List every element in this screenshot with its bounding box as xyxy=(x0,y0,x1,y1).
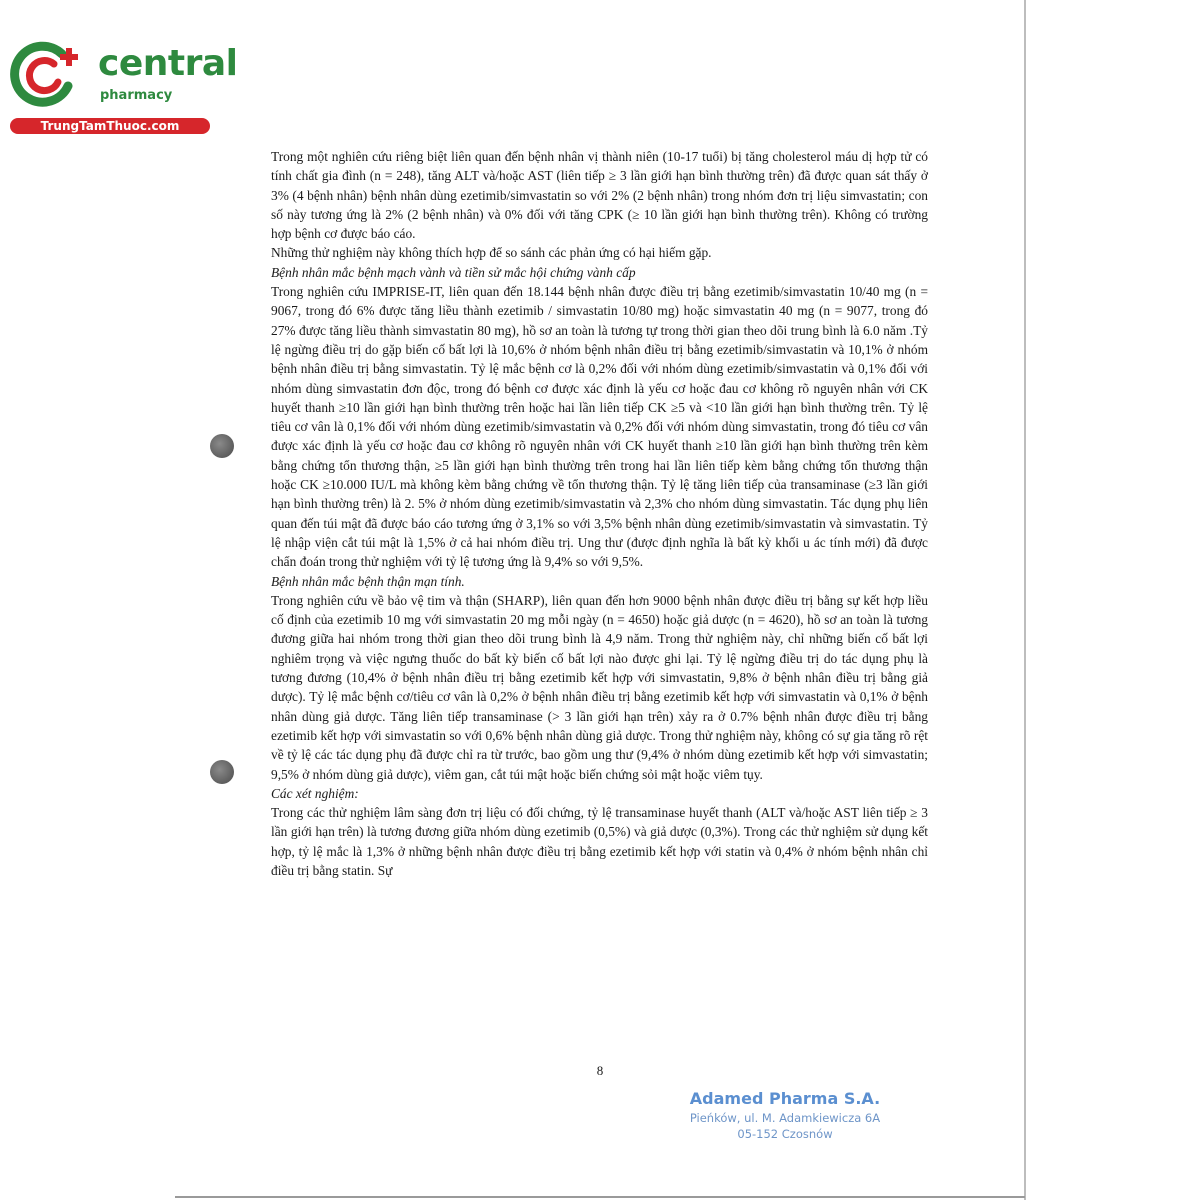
page-bottom-edge xyxy=(175,1196,1025,1198)
paragraph-adolescent-study: Trong một nghiên cứu riêng biệt liên quan đến bệnh nhân vị thành niên (10-17 tuổi) bị tăng cholesterol máu dị hợp tử có tính chất gia đình (n = 248), tăng ALT và/hoặc AST (liên tiếp ≥ 3 lần giới hạn bình thường trên) đã được quan sát thấy ở 3% (4 bệnh nhân) bệnh nhân dùng ezetimib/simvastatin so với 2% (2 bệnh nhân) trong nhóm đơn trị liệu simvastatin; con số này tương ứng là 2% (2 bệnh nhân) và 0% đối với tăng CPK (≥ 10 lần giới hạn bình thường trên). Không có trường hợp bệnh cơ được báo cáo. xyxy=(271,149,928,242)
paragraph-lab-tests: Trong các thử nghiệm lâm sàng đơn trị liệu có đối chứng, tỷ lệ transaminase huyết thanh (ALT và/hoặc AST liên tiếp ≥ 3 lần giới hạn trên) là tương đương giữa nhóm dùng ezetimib (0,5%) và giả dược (0,3%). Trong các thử nghiệm sử dụng kết hợp, tỷ lệ mắc là 1,3% ở những bệnh nhân được điều trị bằng ezetimib kết hợp với statin và 0,4% ở nhóm bệnh nhân chỉ điều trị bằng statin. Sự xyxy=(271,805,928,878)
stamp-company-name: Adamed Pharma S.A. xyxy=(689,1089,881,1108)
stamp-address-line1: Pieńków, ul. M. Adamkiewicza 6A xyxy=(689,1111,881,1125)
hole-punch-bottom xyxy=(210,760,234,784)
paragraph-improve-it: Trong nghiên cứu IMPRISE-IT, liên quan đến 18.144 bệnh nhân được điều trị bằng ezetimib/simvastatin 10/40 mg (n = 9067, trong đó 6% được tăng liều thành ezetimib / simvastatin 10/80 mg) hoặc simvastatin 40 mg (n = 9077, trong đó 27% được tăng liều thành simvastatin 80 mg), hồ sơ an toàn là tương tự trong thời gian theo dõi trung bình là 6.0 năm .Tỷ lệ ngừng điều trị do gặp biến cố bất lợi là 10,6% ở nhóm bệnh nhân điều trị bằng ezetimib/simvastatin và 10,1% ở nhóm bệnh nhân điều trị bằng simvastatin. Tỷ lệ mắc bệnh cơ là 0,2% đối với nhóm dùng ezetimib/simvastatin và 0,1% đối với nhóm dùng simvastatin đơn độc, trong đó bệnh cơ được xác định là yếu cơ hoặc đau cơ không rõ nguyên nhân với CK huyết thanh ≥10 lần giới hạn bình thường trên hoặc hai lần liên tiếp CK ≥5 và <10 lần giới hạn bình thường trên. Tỷ lệ tiêu cơ vân là 0,1% đối với nhóm dùng ezetimib/simvastatin và 0,2% đối với nhóm dùng simvastatin, trong đó tiêu cơ vân được xác định là yếu cơ hoặc đau cơ không rõ nguyên nhân với CK huyết thanh ≥10 lần giới hạn bình thường trên kèm bằng chứng tổn thương thận, ≥5 lần giới hạn bình thường trên trong hai lần liên tiếp kèm bằng chứng tổn thương thận hoặc CK ≥10.000 IU/L mà không kèm bằng chứng về tổn thương thận. Tỷ lệ tăng liên tiếp của transaminase (≥3 lần giới hạn bình thường trên) là 2. 5% ở nhóm dùng ezetimib/simvastatin và 2,3% cho nhóm dùng simvastatin. Tác dụng phụ liên quan đến túi mật đã được báo cáo tương ứng ở 3,1% so với 3,5% bệnh nhân dùng ezetimib/simvastatin và simvastatin. Tỷ lệ nhập viện cắt túi mật là 1,5% ở cả hai nhóm điều trị. Ung thư (được định nghĩa là bất kỳ khối u ác tính mới) đã được chẩn đoán trong thử nghiệm với tỷ lệ tương ứng là 9,4% so với 9,5%. xyxy=(271,284,928,570)
document-body xyxy=(271,147,928,880)
central-pharmacy-logo[interactable] xyxy=(10,38,238,138)
logo-website-url[interactable]: TrungTamThuoc.com xyxy=(10,118,210,134)
paragraph-rare-reactions-note: Những thử nghiệm này không thích hợp để so sánh các phản ứng có hại hiếm gặp. xyxy=(271,245,712,261)
page-edge-line xyxy=(1024,0,1026,1200)
logo-mark-icon xyxy=(10,40,90,110)
section-heading-lab-tests: Các xét nghiệm: xyxy=(271,785,359,801)
company-stamp xyxy=(680,1088,890,1142)
stamp-address-line2: 05-152 Czosnów xyxy=(737,1127,833,1141)
paragraph-sharp: Trong nghiên cứu về bảo vệ tim và thận (SHARP), liên quan đến hơn 9000 bệnh nhân được điều trị bằng sự kết hợp liều cố định của ezetimib 10 mg với simvastatin 20 mg mỗi ngày (n = 4650) hoặc giả dược (n = 4620), hồ sơ an toàn là tương đương giữa hai nhóm trong thời gian theo dõi trung bình là 4,9 năm. Trong thử nghiệm này, chỉ những biến cố bất lợi nghiêm trọng và việc ngưng thuốc do bất kỳ biến cố bất lợi nào được ghi lại. Tỷ lệ ngừng điều trị do tác dụng phụ là tương đương (10,4% ở bệnh nhân điều trị bằng ezetimib kết hợp với simvastatin, 9,8% ở bệnh nhân điều trị bằng giả dược). Tỷ lệ mắc bệnh cơ/tiêu cơ vân là 0,2% ở bệnh nhân điều trị bằng ezetimib kết hợp với simvastatin và 0,1% ở bệnh nhân dùng giả dược. Tăng liên tiếp transaminase (> 3 lần giới hạn trên) xảy ra ở 0.7% bệnh nhân được điều trị bằng ezetimib kết hợp với simvastatin so với 0,6% bệnh nhân dùng giả dược. Trong thử nghiệm này, không có sự gia tăng rõ rệt về tỷ lệ các tác dụng phụ đã được chỉ ra từ trước, bao gồm ung thư (9,4% ở nhóm dùng ezetimib kết hợp với simvastatin; 9,5% ở nhóm dùng giả dược), viêm gan, cắt túi mật hoặc biến chứng sỏi mật hoặc viêm tụy. xyxy=(271,592,928,782)
hole-punch-top xyxy=(210,434,234,458)
logo-brand-subtitle: pharmacy xyxy=(100,88,173,103)
section-heading-kidney: Bệnh nhân mắc bệnh thận mạn tính. xyxy=(271,573,465,589)
page-number: 8 xyxy=(596,1063,604,1078)
logo-brand-name: central xyxy=(98,43,238,84)
section-heading-coronary: Bệnh nhân mắc bệnh mạch vành và tiền sử mắc hội chứng vành cấp xyxy=(271,264,636,280)
